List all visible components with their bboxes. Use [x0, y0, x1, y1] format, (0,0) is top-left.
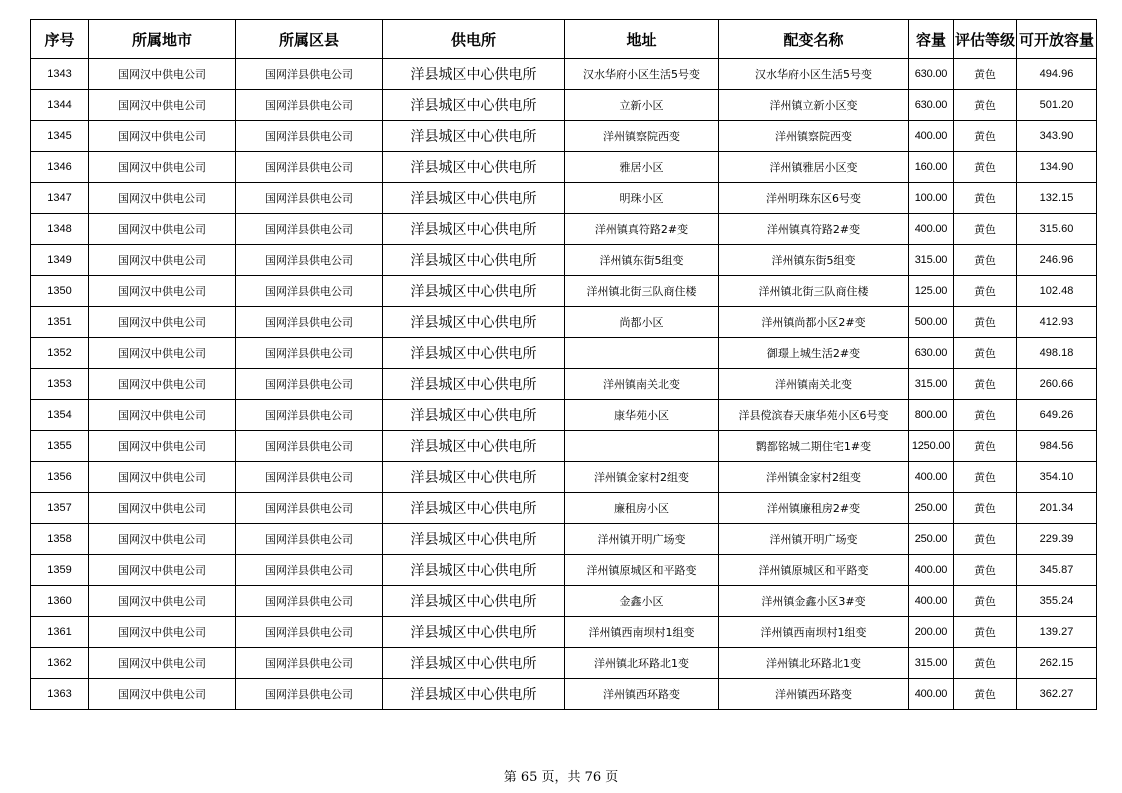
cell-transformer-name: 洋州镇西南坝村1组变	[719, 617, 909, 648]
cell-open-capacity: 134.90	[1017, 152, 1097, 183]
cell-serial: 1362	[31, 648, 89, 679]
cell-capacity: 800.00	[909, 400, 954, 431]
table-row	[31, 648, 1097, 679]
cell-open-capacity: 132.15	[1017, 183, 1097, 214]
cell-address: 汉水华府小区生活5号变	[565, 59, 719, 90]
cell-serial: 1361	[31, 617, 89, 648]
cell-county: 国网洋县供电公司	[236, 369, 383, 400]
cell-serial: 1346	[31, 152, 89, 183]
cell-rating: 黄色	[954, 462, 1017, 493]
cell-serial: 1347	[31, 183, 89, 214]
cell-transformer-name: 洋州镇廉租房2#变	[719, 493, 909, 524]
cell-address: 雅居小区	[565, 152, 719, 183]
cell-transformer-name: 洋县傥滨春天康华苑小区6号变	[719, 400, 909, 431]
cell-rating: 黄色	[954, 369, 1017, 400]
cell-serial: 1343	[31, 59, 89, 90]
cell-county: 国网洋县供电公司	[236, 679, 383, 710]
cell-rating: 黄色	[954, 617, 1017, 648]
cell-rating: 黄色	[954, 679, 1017, 710]
cell-capacity: 400.00	[909, 555, 954, 586]
table-row	[31, 121, 1097, 152]
table-row	[31, 276, 1097, 307]
header-transformer-name: 配变名称	[719, 20, 909, 59]
cell-station: 洋县城区中心供电所	[383, 555, 565, 586]
cell-county: 国网洋县供电公司	[236, 307, 383, 338]
cell-transformer-name: 洋州镇立新小区变	[719, 90, 909, 121]
cell-station: 洋县城区中心供电所	[383, 183, 565, 214]
cell-open-capacity: 102.48	[1017, 276, 1097, 307]
cell-capacity: 630.00	[909, 338, 954, 369]
cell-serial: 1354	[31, 400, 89, 431]
cell-transformer-name: 洋州镇金家村2组变	[719, 462, 909, 493]
cell-city: 国网汉中供电公司	[89, 307, 236, 338]
cell-serial: 1355	[31, 431, 89, 462]
table-row	[31, 431, 1097, 462]
cell-open-capacity: 498.18	[1017, 338, 1097, 369]
cell-station: 洋县城区中心供电所	[383, 369, 565, 400]
table-row	[31, 338, 1097, 369]
cell-address: 洋州镇开明广场变	[565, 524, 719, 555]
cell-capacity: 400.00	[909, 462, 954, 493]
cell-capacity: 630.00	[909, 59, 954, 90]
cell-address: 洋州镇西环路变	[565, 679, 719, 710]
cell-county: 国网洋县供电公司	[236, 245, 383, 276]
cell-address: 康华苑小区	[565, 400, 719, 431]
cell-rating: 黄色	[954, 338, 1017, 369]
header-capacity: 容量	[909, 20, 954, 59]
cell-address: 洋州镇金家村2组变	[565, 462, 719, 493]
header-station: 供电所	[383, 20, 565, 59]
cell-city: 国网汉中供电公司	[89, 555, 236, 586]
cell-transformer-name: 洋州镇真符路2#变	[719, 214, 909, 245]
cell-rating: 黄色	[954, 524, 1017, 555]
cell-address: 金鑫小区	[565, 586, 719, 617]
cell-serial: 1349	[31, 245, 89, 276]
cell-open-capacity: 139.27	[1017, 617, 1097, 648]
cell-rating: 黄色	[954, 90, 1017, 121]
cell-open-capacity: 412.93	[1017, 307, 1097, 338]
cell-transformer-name: 洋州镇金鑫小区3#变	[719, 586, 909, 617]
cell-station: 洋县城区中心供电所	[383, 586, 565, 617]
cell-open-capacity: 315.60	[1017, 214, 1097, 245]
cell-transformer-name: 洋州镇察院西变	[719, 121, 909, 152]
cell-address: 洋州镇察院西变	[565, 121, 719, 152]
cell-city: 国网汉中供电公司	[89, 90, 236, 121]
cell-transformer-name: 鹮都铭城二期住宅1#变	[719, 431, 909, 462]
cell-city: 国网汉中供电公司	[89, 183, 236, 214]
cell-capacity: 250.00	[909, 493, 954, 524]
cell-station: 洋县城区中心供电所	[383, 245, 565, 276]
table-body	[31, 59, 1097, 710]
cell-serial: 1351	[31, 307, 89, 338]
cell-capacity: 125.00	[909, 276, 954, 307]
header-rating: 评估等级	[954, 20, 1017, 59]
table-row	[31, 214, 1097, 245]
cell-station: 洋县城区中心供电所	[383, 338, 565, 369]
cell-serial: 1353	[31, 369, 89, 400]
cell-serial: 1348	[31, 214, 89, 245]
cell-open-capacity: 355.24	[1017, 586, 1097, 617]
cell-capacity: 250.00	[909, 524, 954, 555]
cell-county: 国网洋县供电公司	[236, 121, 383, 152]
cell-station: 洋县城区中心供电所	[383, 59, 565, 90]
cell-open-capacity: 345.87	[1017, 555, 1097, 586]
cell-city: 国网汉中供电公司	[89, 679, 236, 710]
table-row	[31, 245, 1097, 276]
cell-county: 国网洋县供电公司	[236, 524, 383, 555]
cell-station: 洋县城区中心供电所	[383, 121, 565, 152]
cell-capacity: 400.00	[909, 679, 954, 710]
cell-transformer-name: 洋州镇尚都小区2#变	[719, 307, 909, 338]
cell-open-capacity: 362.27	[1017, 679, 1097, 710]
cell-address: 洋州镇南关北变	[565, 369, 719, 400]
cell-city: 国网汉中供电公司	[89, 245, 236, 276]
cell-station: 洋县城区中心供电所	[383, 152, 565, 183]
table-row	[31, 183, 1097, 214]
cell-county: 国网洋县供电公司	[236, 214, 383, 245]
cell-rating: 黄色	[954, 400, 1017, 431]
table-row	[31, 555, 1097, 586]
table-row	[31, 90, 1097, 121]
cell-open-capacity: 501.20	[1017, 90, 1097, 121]
cell-open-capacity: 649.26	[1017, 400, 1097, 431]
cell-capacity: 315.00	[909, 648, 954, 679]
cell-serial: 1350	[31, 276, 89, 307]
cell-serial: 1360	[31, 586, 89, 617]
cell-county: 国网洋县供电公司	[236, 183, 383, 214]
cell-city: 国网汉中供电公司	[89, 524, 236, 555]
header-open-capacity: 可开放容量	[1017, 20, 1097, 59]
cell-address: 洋州镇原城区和平路变	[565, 555, 719, 586]
cell-transformer-name: 洋州镇开明广场变	[719, 524, 909, 555]
cell-city: 国网汉中供电公司	[89, 462, 236, 493]
table-row	[31, 679, 1097, 710]
cell-county: 国网洋县供电公司	[236, 152, 383, 183]
cell-transformer-name: 洋州明珠东区6号变	[719, 183, 909, 214]
cell-rating: 黄色	[954, 59, 1017, 90]
cell-capacity: 500.00	[909, 307, 954, 338]
table-row	[31, 307, 1097, 338]
cell-station: 洋县城区中心供电所	[383, 307, 565, 338]
cell-address: 洋州镇真符路2#变	[565, 214, 719, 245]
cell-city: 国网汉中供电公司	[89, 59, 236, 90]
cell-city: 国网汉中供电公司	[89, 369, 236, 400]
cell-address: 洋州镇北环路北1变	[565, 648, 719, 679]
cell-rating: 黄色	[954, 493, 1017, 524]
header-serial: 序号	[31, 20, 89, 59]
cell-city: 国网汉中供电公司	[89, 214, 236, 245]
cell-station: 洋县城区中心供电所	[383, 90, 565, 121]
cell-rating: 黄色	[954, 648, 1017, 679]
cell-capacity: 160.00	[909, 152, 954, 183]
header-county: 所属区县	[236, 20, 383, 59]
cell-rating: 黄色	[954, 152, 1017, 183]
cell-transformer-name: 洋州镇西环路变	[719, 679, 909, 710]
cell-city: 国网汉中供电公司	[89, 648, 236, 679]
cell-serial: 1345	[31, 121, 89, 152]
table-row	[31, 493, 1097, 524]
cell-capacity: 400.00	[909, 121, 954, 152]
header-address: 地址	[565, 20, 719, 59]
cell-capacity: 400.00	[909, 214, 954, 245]
cell-county: 国网洋县供电公司	[236, 59, 383, 90]
cell-serial: 1363	[31, 679, 89, 710]
cell-city: 国网汉中供电公司	[89, 431, 236, 462]
cell-county: 国网洋县供电公司	[236, 338, 383, 369]
cell-station: 洋县城区中心供电所	[383, 214, 565, 245]
cell-address	[565, 431, 719, 462]
cell-county: 国网洋县供电公司	[236, 493, 383, 524]
table-header-row	[31, 20, 1097, 59]
cell-address: 洋州镇东街5组变	[565, 245, 719, 276]
cell-rating: 黄色	[954, 586, 1017, 617]
cell-address: 廉租房小区	[565, 493, 719, 524]
cell-capacity: 200.00	[909, 617, 954, 648]
cell-open-capacity: 201.34	[1017, 493, 1097, 524]
cell-station: 洋县城区中心供电所	[383, 431, 565, 462]
cell-transformer-name: 洋州镇雅居小区变	[719, 152, 909, 183]
cell-county: 国网洋县供电公司	[236, 90, 383, 121]
cell-rating: 黄色	[954, 276, 1017, 307]
table-row	[31, 462, 1097, 493]
cell-serial: 1356	[31, 462, 89, 493]
cell-station: 洋县城区中心供电所	[383, 276, 565, 307]
transformer-capacity-table	[30, 19, 1097, 710]
cell-capacity: 315.00	[909, 369, 954, 400]
cell-transformer-name: 御璟上城生活2#变	[719, 338, 909, 369]
table-row	[31, 586, 1097, 617]
cell-station: 洋县城区中心供电所	[383, 617, 565, 648]
cell-county: 国网洋县供电公司	[236, 431, 383, 462]
cell-county: 国网洋县供电公司	[236, 648, 383, 679]
cell-transformer-name: 洋州镇原城区和平路变	[719, 555, 909, 586]
cell-station: 洋县城区中心供电所	[383, 679, 565, 710]
cell-county: 国网洋县供电公司	[236, 555, 383, 586]
cell-serial: 1344	[31, 90, 89, 121]
cell-serial: 1358	[31, 524, 89, 555]
table-row	[31, 59, 1097, 90]
cell-capacity: 1250.00	[909, 431, 954, 462]
cell-rating: 黄色	[954, 183, 1017, 214]
cell-capacity: 100.00	[909, 183, 954, 214]
cell-city: 国网汉中供电公司	[89, 617, 236, 648]
cell-open-capacity: 229.39	[1017, 524, 1097, 555]
cell-station: 洋县城区中心供电所	[383, 493, 565, 524]
cell-transformer-name: 汉水华府小区生活5号变	[719, 59, 909, 90]
cell-capacity: 630.00	[909, 90, 954, 121]
cell-city: 国网汉中供电公司	[89, 400, 236, 431]
header-city: 所属地市	[89, 20, 236, 59]
cell-address: 洋州镇西南坝村1组变	[565, 617, 719, 648]
cell-open-capacity: 260.66	[1017, 369, 1097, 400]
cell-rating: 黄色	[954, 555, 1017, 586]
cell-county: 国网洋县供电公司	[236, 400, 383, 431]
cell-rating: 黄色	[954, 245, 1017, 276]
cell-address: 尚都小区	[565, 307, 719, 338]
table-row	[31, 524, 1097, 555]
cell-city: 国网汉中供电公司	[89, 276, 236, 307]
cell-open-capacity: 262.15	[1017, 648, 1097, 679]
table-row	[31, 369, 1097, 400]
cell-city: 国网汉中供电公司	[89, 586, 236, 617]
cell-transformer-name: 洋州镇南关北变	[719, 369, 909, 400]
cell-open-capacity: 343.90	[1017, 121, 1097, 152]
cell-open-capacity: 494.96	[1017, 59, 1097, 90]
cell-city: 国网汉中供电公司	[89, 338, 236, 369]
cell-rating: 黄色	[954, 431, 1017, 462]
cell-serial: 1357	[31, 493, 89, 524]
cell-address: 立新小区	[565, 90, 719, 121]
cell-rating: 黄色	[954, 214, 1017, 245]
cell-county: 国网洋县供电公司	[236, 462, 383, 493]
cell-station: 洋县城区中心供电所	[383, 462, 565, 493]
cell-capacity: 400.00	[909, 586, 954, 617]
cell-address: 明珠小区	[565, 183, 719, 214]
cell-rating: 黄色	[954, 121, 1017, 152]
cell-county: 国网洋县供电公司	[236, 617, 383, 648]
cell-address: 洋州镇北街三队商住楼	[565, 276, 719, 307]
cell-transformer-name: 洋州镇北街三队商住楼	[719, 276, 909, 307]
page-number: 第 65 页，共 76 页	[503, 770, 619, 785]
cell-open-capacity: 354.10	[1017, 462, 1097, 493]
cell-serial: 1352	[31, 338, 89, 369]
cell-rating: 黄色	[954, 307, 1017, 338]
table-row	[31, 617, 1097, 648]
cell-transformer-name: 洋州镇东街5组变	[719, 245, 909, 276]
cell-transformer-name: 洋州镇北环路北1变	[719, 648, 909, 679]
cell-county: 国网洋县供电公司	[236, 276, 383, 307]
table-row	[31, 152, 1097, 183]
cell-city: 国网汉中供电公司	[89, 493, 236, 524]
table-row	[31, 400, 1097, 431]
cell-station: 洋县城区中心供电所	[383, 400, 565, 431]
cell-city: 国网汉中供电公司	[89, 152, 236, 183]
cell-open-capacity: 246.96	[1017, 245, 1097, 276]
cell-county: 国网洋县供电公司	[236, 586, 383, 617]
cell-station: 洋县城区中心供电所	[383, 648, 565, 679]
cell-station: 洋县城区中心供电所	[383, 524, 565, 555]
cell-serial: 1359	[31, 555, 89, 586]
cell-open-capacity: 984.56	[1017, 431, 1097, 462]
cell-address	[565, 338, 719, 369]
cell-city: 国网汉中供电公司	[89, 121, 236, 152]
cell-capacity: 315.00	[909, 245, 954, 276]
